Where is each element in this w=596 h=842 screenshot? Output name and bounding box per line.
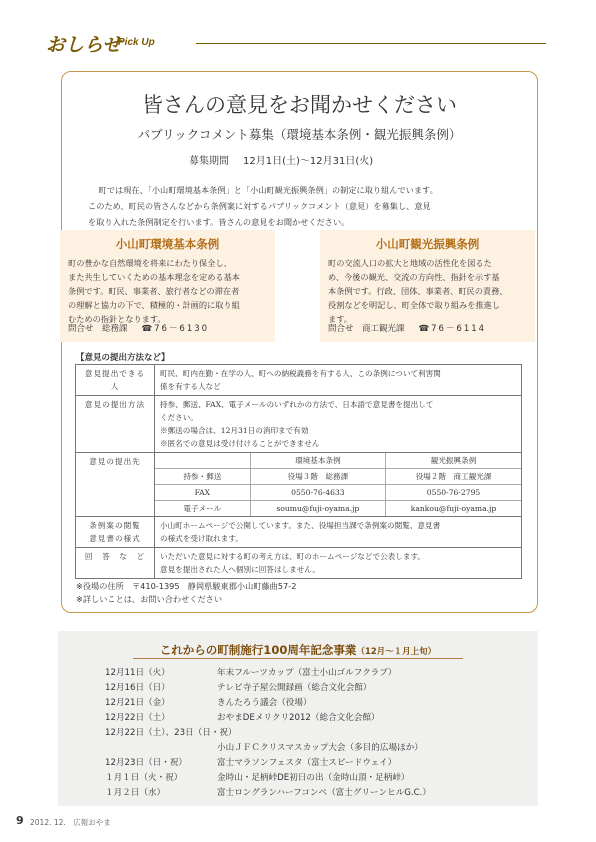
table-row [76,453,522,517]
phone-number: ☎76－6114 [418,324,487,334]
cell-text: 係を有する人など [160,382,221,391]
table-row [76,517,522,548]
event-name: 金時山・足柄峠DE初日の出（金時山頂・足柄峠） [217,773,410,783]
method-cell: FAX [155,485,250,501]
recruitment-period [189,152,387,167]
events-title-rule [133,658,463,659]
column-header: 観光振興条例 [386,453,521,469]
events-title-note: （12月～１月上旬） [356,647,437,657]
section-title: おしらせ [46,34,122,56]
row-label: 回 答 な ど [76,548,155,579]
body-line: 本条例です。行政、団体、事業者、町民の責務、 [328,286,508,296]
row-value [155,453,522,517]
page-number: 9 [16,814,24,827]
tourism-cell: 0550-76-2795 [386,485,521,501]
phone-number: ☎76－6130 [141,324,210,334]
cell-text: 小山町ホームページで公開しています。また、役場担当課で条例案の閲覧、意見書 [160,521,441,530]
event-date: 12月22日（土）、23日（日・祝） [105,728,237,738]
event-name: 富士マラソンフェスタ（富士スピードウェイ） [217,758,397,768]
body-line: むための指針となります。 [68,314,166,324]
destination-table [155,453,521,516]
body-line: 条例です。町民、事業者、旅行者などの滞在者 [68,286,240,296]
cell-text: いただいた意見に対する町の考え方は、町のホームページなどで公表します。 [160,552,426,561]
intro-line: 町では現在、「小山町環境基本条例」と「小山町観光振興条例」の制定に取り組んでいます。 [98,185,438,195]
contact-label: 問合せ 総務課 [68,324,128,334]
label-line: 意見書の様式 [89,534,141,543]
event-date: 12月23日（日・祝） [105,758,188,768]
intro-text [88,182,523,230]
intro-line: を取り入れた条例制定を行います。皆さんの意見をお聞かせください。 [88,217,350,227]
body-line: め、今後の観光、交流の方向性、指針を示す基 [328,272,500,282]
row-value [155,365,522,396]
event-name: テレビ寺子屋公開録画（総合文化会館） [217,683,372,693]
cell-note: ※匿名での意見は受け付けることができません [160,439,320,448]
event-date: １月２日（水） [105,788,166,798]
notice-footnotes [76,580,296,606]
event-name: 小山ＪＦＣクリスマスカップ大会（多目的広場ほか） [217,743,423,753]
events-title-text: これからの町制施行100周年記念事業 [159,643,357,657]
body-line: 役割などを明記し、町全体で取り組みを推進し [328,300,500,310]
event-date: １月１日（火・祝） [105,773,183,783]
table-row [76,365,522,396]
tourism-email[interactable]: kankou@fuji-oyama.jp [410,504,497,513]
contact-label: 問合せ 商工観光課 [328,324,405,334]
cell-text: の様式を受け取れます。 [160,534,243,543]
tourism-ordinance-box [320,230,535,342]
period-label: 募集期間 [189,156,229,167]
cell-text: 持参、郵送、FAX、電子メールのいずれかの方法で、日本語で意見書を提出して [160,400,434,409]
table-row [155,453,521,469]
event-name: きんたろう議会（役場） [217,698,312,708]
tourism-box-body [328,256,528,326]
env-email[interactable]: soumu@fuji-oyama.jp [250,501,385,517]
notice-subtitle: パブリックコメント募集（環境基本条例・観光振興条例） [137,127,462,142]
table-row [155,469,521,485]
table-row [76,396,522,453]
row-label: 意見の提出先 [76,453,155,517]
cell-text: 意見を提出された人へ個別に回答はしません。 [160,565,320,574]
section-subtitle: Pick Up [118,37,155,48]
cell-text: ください。 [160,413,198,422]
submission-method-table [75,364,522,579]
env-contact [68,322,209,334]
event-name: 富士ロングランハーフコンペ（富士グリーンヒルG.C.） [217,788,431,798]
cell-text: 町民、町内在勤・在学の人、町への納税義務を有する人、この条例について利害関 [160,369,441,378]
cell-note: ※郵送の場合は、12月31日の消印まで有効 [160,426,309,435]
table-row [155,485,521,501]
centennial-events [58,631,538,806]
method-cell: 持参・郵送 [155,469,250,485]
row-label [76,517,155,548]
body-line: ます。 [328,314,352,324]
body-line: 町の豊かな自然環境を将来にわたり保全し、 [68,258,232,268]
address-note: ※役場の住所 〒410-1395 静岡県駿東郡小山町藤曲57-2 [76,581,297,591]
row-label: 意見提出できる人 [76,365,155,396]
period-value: 12月1日(土)～12月31日(火) [243,156,374,167]
body-line: また共生していくための基本理念を定める基本 [68,272,240,282]
intro-line: このため、町民の皆さんなどから条例案に対するパブリックコメント（意見）を募集し、意見 [88,201,431,211]
table-row [155,501,521,517]
row-value [155,396,522,453]
event-date: 12月16日（日） [105,683,170,693]
label-line: 条例案の閲覧 [89,521,141,530]
row-value [155,548,522,579]
env-box-body [68,256,268,326]
section-header [0,0,596,60]
publication-info: 2012. 12. 広報おやま [30,818,111,827]
tourism-contact [328,322,486,334]
event-name: 年末フルーツカップ（富士小山ゴルフクラブ） [217,668,397,678]
event-date: 12月11日（火） [105,668,170,678]
body-line: 町の交流人口の拡大と地域の活性化を図るた [328,258,492,268]
tourism-cell: 役場２階 商工観光課 [386,469,521,485]
events-title [58,642,538,658]
column-header: 環境基本条例 [250,453,385,469]
inquiry-note: ※詳しいことは、お問い合わせください [76,594,223,604]
env-box-title: 小山町環境基本条例 [115,237,220,251]
event-name: おやまDEメリクリ2012（総合文化会館） [217,713,380,723]
tourism-box-title: 小山町観光振興条例 [375,237,480,251]
env-cell: 役場３階 総務課 [250,469,385,485]
notice-title: 皆さんの意見をお聞かせください [142,93,457,117]
env-ordinance-box [60,230,275,342]
event-date: 12月22日（土） [105,713,170,723]
row-value [155,517,522,548]
row-label: 意見の提出方法 [76,396,155,453]
env-cell: 0550-76-4633 [250,485,385,501]
method-cell: 電子メール [155,501,250,517]
table-row [76,548,522,579]
header-rule [196,43,546,44]
public-comment-notice [61,71,538,613]
event-date: 12月21日（金） [105,698,170,708]
method-heading: 【意見の提出方法など】 [76,353,170,363]
body-line: の理解と協力の下で、積極的・計画的に取り組 [68,300,240,310]
